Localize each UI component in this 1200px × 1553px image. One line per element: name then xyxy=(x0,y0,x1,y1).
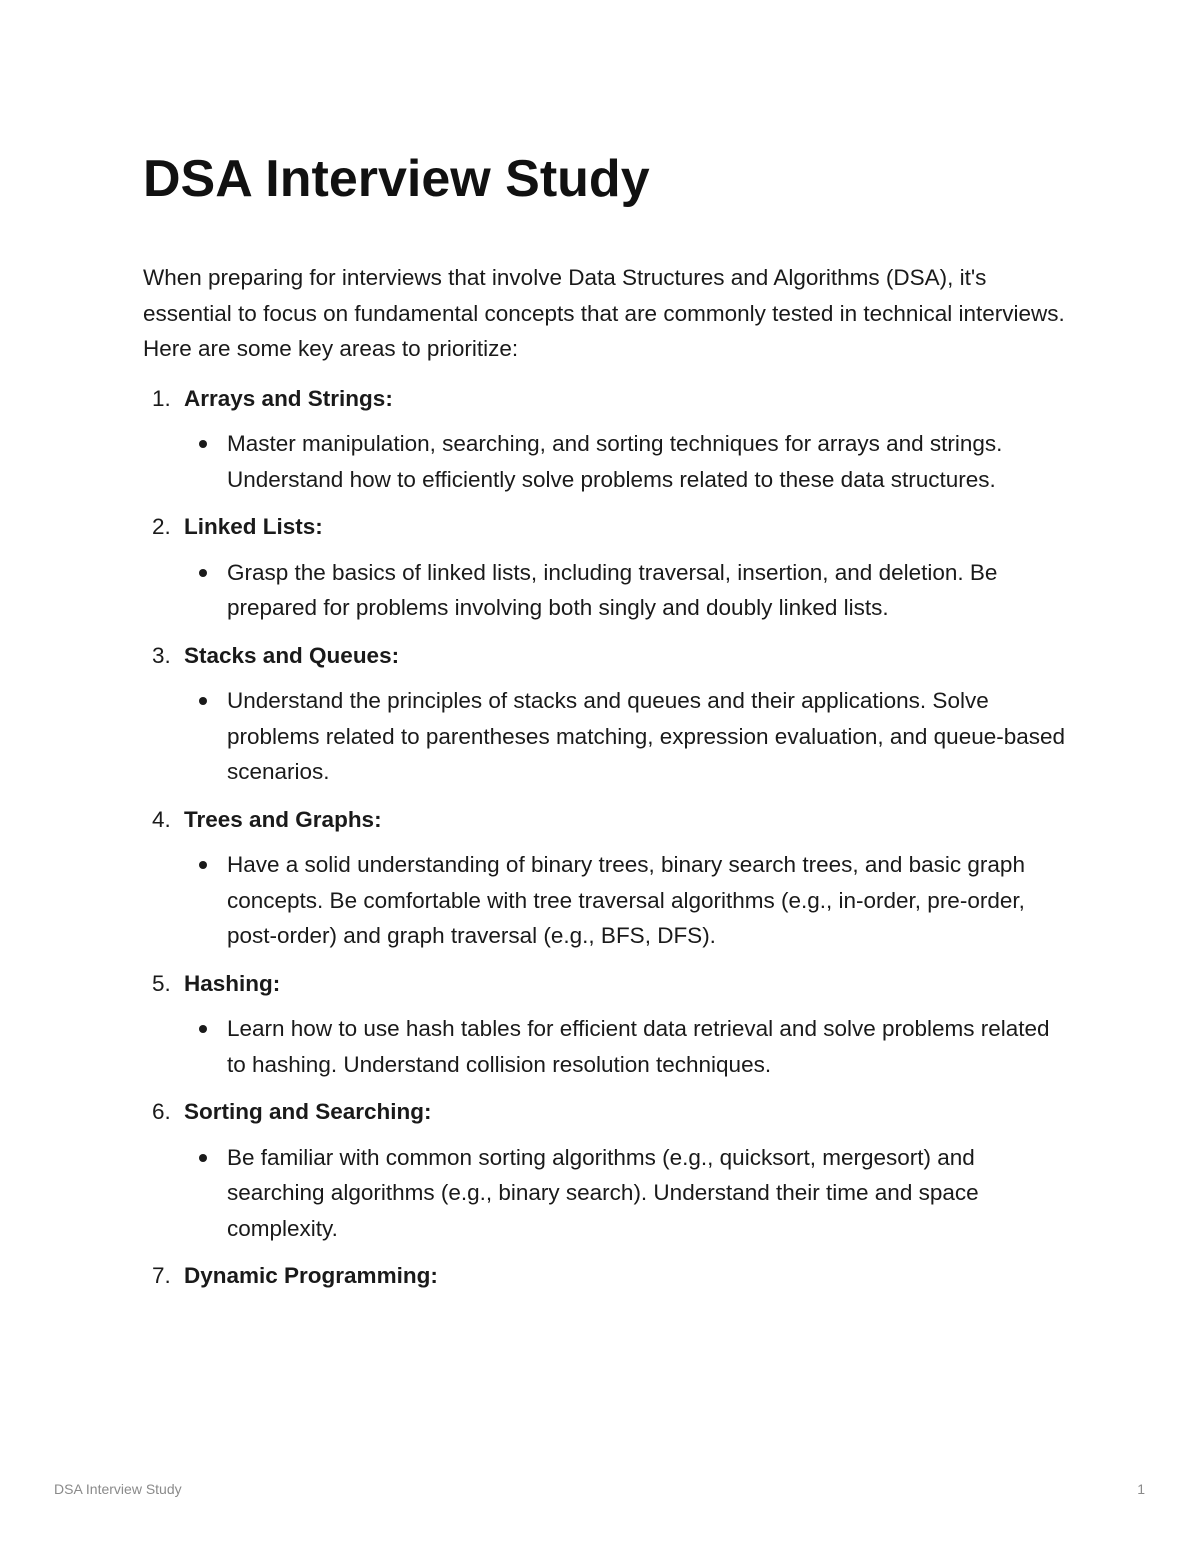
topic-title: Trees and Graphs: xyxy=(184,806,382,832)
detail-item xyxy=(184,1011,1073,1082)
bullet-icon xyxy=(199,861,207,869)
topic-details xyxy=(184,1140,1073,1247)
list-item xyxy=(143,1094,1073,1246)
detail-text: Learn how to use hash tables for efficient data retrieval and solve problems related to hashing. Understand collision resolution techniques. xyxy=(227,1016,1050,1077)
topic-details xyxy=(184,1011,1073,1082)
footer-document-title: DSA Interview Study xyxy=(54,1481,182,1497)
document-content xyxy=(143,146,1073,1306)
topic-title: Stacks and Queues: xyxy=(184,642,400,668)
bullet-icon xyxy=(199,1154,207,1162)
list-item xyxy=(143,802,1073,954)
list-item xyxy=(143,638,1073,790)
topic-title: Linked Lists: xyxy=(184,514,323,539)
detail-item xyxy=(184,555,1073,626)
detail-text: Grasp the basics of linked lists, including traversal, insertion, and deletion. Be prepared for problems involving both singly and doubly linked lists. xyxy=(227,559,998,620)
topic-title: Dynamic Programming: xyxy=(184,1263,438,1288)
topic-list xyxy=(143,381,1073,1294)
bullet-icon xyxy=(199,1025,207,1033)
list-number: 7. xyxy=(152,1263,171,1288)
topic-details xyxy=(184,426,1073,497)
detail-item xyxy=(184,847,1073,954)
list-number: 3. xyxy=(152,642,171,668)
bullet-icon xyxy=(199,440,207,448)
detail-text: Understand the principles of stacks and queues and their applications. Solve problems related to parentheses matching, expression evaluation, and queue-based scenarios. xyxy=(227,688,1066,784)
page-title: DSA Interview Study xyxy=(143,150,650,208)
list-number: 6. xyxy=(152,1099,171,1124)
intro-paragraph: When preparing for interviews that involve Data Structures and Algorithms (DSA), it's essential to focus on fundamental concepts that are commonly tested in technical interviews. Here are some key areas to prioritize: xyxy=(143,265,1065,361)
list-number: 4. xyxy=(152,806,171,832)
detail-item xyxy=(184,1140,1073,1247)
list-item xyxy=(143,381,1073,498)
bullet-icon xyxy=(199,697,207,705)
topic-details xyxy=(184,555,1073,626)
list-item xyxy=(143,1258,1073,1294)
footer-page-number: 1 xyxy=(1137,1481,1145,1497)
list-item xyxy=(143,966,1073,1083)
detail-item xyxy=(184,683,1073,790)
topic-title: Arrays and Strings: xyxy=(184,385,393,411)
detail-text: Master manipulation, searching, and sorting techniques for arrays and strings. Understand how to efficiently solve problems related to these data structures. xyxy=(227,431,1003,492)
topic-details xyxy=(184,683,1073,790)
list-number: 5. xyxy=(152,970,171,996)
detail-text: Have a solid understanding of binary trees, binary search trees, and basic graph concepts. Be comfortable with tree traversal algorithms (e.g., in-order, pre-order, post-order) and graph traversal (e.g., BFS, DFS). xyxy=(227,852,1025,948)
list-number: 2. xyxy=(152,514,171,539)
list-item xyxy=(143,509,1073,626)
topic-title: Sorting and Searching: xyxy=(184,1099,432,1124)
topic-title: Hashing: xyxy=(184,970,281,996)
list-number: 1. xyxy=(152,385,171,411)
bullet-icon xyxy=(199,569,207,577)
detail-item xyxy=(184,426,1073,497)
topic-details xyxy=(184,847,1073,954)
detail-text: Be familiar with common sorting algorithms (e.g., quicksort, mergesort) and searching algorithms (e.g., binary search). Understand their time and space complexity. xyxy=(227,1144,979,1241)
